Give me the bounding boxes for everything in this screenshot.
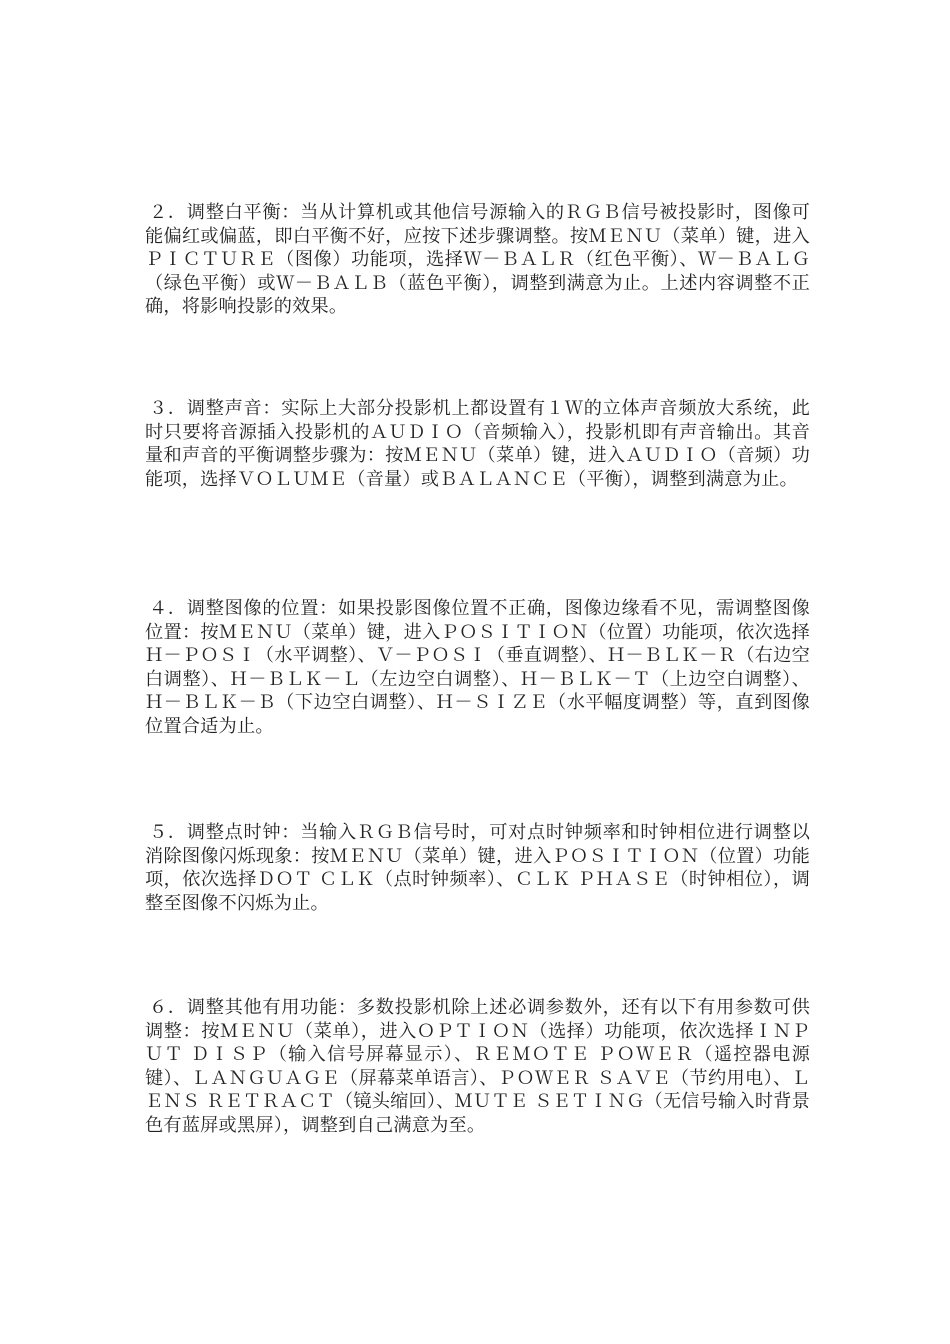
- paragraph-white-balance: ２．调整白平衡：当从计算机或其他信号源输入的ＲＧＢ信号被投影时，图像可能偏红或偏蓝，即白平衡不好，应按下述步骤调整。按ＭＥＮＵ（菜单）键，进入ＰＩＣＴＵＲＥ（图像）功能项，选择Ｗ－ＢＡＬＲ（红色平衡）、Ｗ－ＢＡＬＧ（绿色平衡）或Ｗ－ＢＡＬＢ（蓝色平衡），调整到满意为止。上述内容调整不正确，将影响投影的效果。: [145, 202, 810, 317]
- paragraph-image-position: ４．调整图像的位置：如果投影图像位置不正确，图像边缘看不见，需调整图像位置：按ＭＥＮＵ（菜单）键，进入ＰＯＳＩＴＩＯＮ（位置）功能项，依次选择Ｈ－ＰＯＳＩ（水平调整）、Ｖ－ＰＯＳＩ（垂直调整）、Ｈ－ＢＬＫ－Ｒ（右边空白调整）、Ｈ－ＢＬＫ－Ｌ（左边空白调整）、Ｈ－ＢＬＫ－Ｔ（上边空白调整）、Ｈ－ＢＬＫ－Ｂ（下边空白调整）、Ｈ－ＳＩＺＥ（水平幅度调整）等，直到图像位置合适为止。: [145, 598, 810, 737]
- paragraph-other-functions: ６．调整其他有用功能：多数投影机除上述必调参数外，还有以下有用参数可供调整：按ＭＥＮＵ（菜单），进入ＯＰＴＩＯＮ（选择）功能项，依次选择ＩＮＰＵＴ ＤＩＳＰ（输入信号屏幕显示）、ＲＥＭＯＴＥ ＰＯＷＥＲ（遥控器电源键）、ＬＡＮＧＵＡＧＥ（屏幕菜单语言）、ＰＯＷＥＲ ＳＡＶＥ（节约用电）、ＬＥＮＳ ＲＥＴＲＡＣＴ（镜头缩回）、ＭＵＴＥ ＳＥＴＩＮＧ（无信号输入时背景色有蓝屏或黑屏），调整到自己满意为至。: [145, 997, 810, 1136]
- paragraph-sound: ３．调整声音：实际上大部分投影机上都设置有１Ｗ的立体声音频放大系统，此时只要将音源插入投影机的ＡＵＤＩＯ（音频输入），投影机即有声音输出。其音量和声音的平衡调整步骤为：按ＭＥＮＵ（菜单）键，进入ＡＵＤＩＯ（音频）功能项，选择ＶＯＬＵＭＥ（音量）或ＢＡＬＡＮＣＥ（平衡），调整到满意为止。: [145, 398, 810, 490]
- paragraph-dot-clock: ５．调整点时钟：当输入ＲＧＢ信号时，可对点时钟频率和时钟相位进行调整以消除图像闪烁现象：按ＭＥＮＵ（菜单）键，进入ＰＯＳＩＴＩＯＮ（位置）功能项，依次选择ＤＯＴ ＣＬＫ（点时钟频率）、ＣＬＫ ＰＨＡＳＥ（时钟相位），调整至图像不闪烁为止。: [145, 822, 810, 914]
